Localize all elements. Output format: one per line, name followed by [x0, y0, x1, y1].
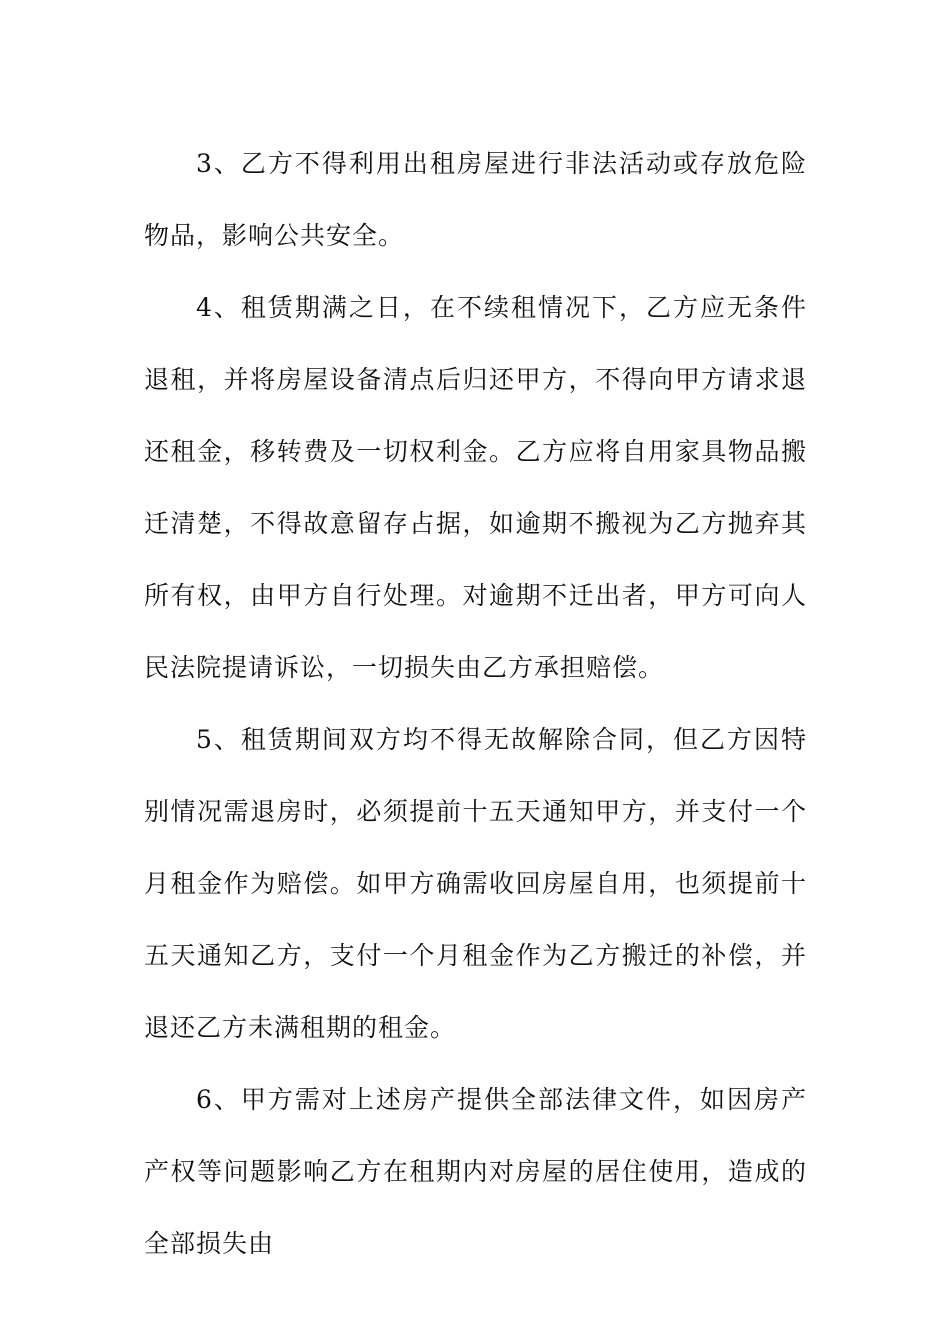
- clause-4-paragraph: 4、租赁期满之日，在不续租情况下，乙方应无条件退租，并将房屋设备清点后归还甲方，不得向甲方请求退还租金，移转费及一切权利金。乙方应将自用家具物品搬迁清楚，不得故意留存占据，如逾期不搬视为乙方抛弃其所有权，由甲方自行处理。对逾期不迁出者，甲方可向人民法院提请诉讼，一切损失由乙方承担赔偿。: [144, 293, 807, 682]
- clause-6-paragraph: 6、甲方需对上述房产提供全部法律文件，如因房产产权等问题影响乙方在租期内对房屋的居住使用，造成的全部损失由: [144, 1085, 807, 1258]
- document-body: [144, 128, 807, 1280]
- clause-3-paragraph: 3、乙方不得利用出租房屋进行非法活动或存放危险物品，影响公共安全。: [144, 149, 807, 250]
- clause-5-paragraph: 5、租赁期间双方均不得无故解除合同，但乙方因特别情况需退房时，必须提前十五天通知甲方，并支付一个月租金作为赔偿。如甲方确需收回房屋自用，也须提前十五天通知乙方，支付一个月租金作为乙方搬迁的补偿，并退还乙方未满租期的租金。: [144, 725, 807, 1042]
